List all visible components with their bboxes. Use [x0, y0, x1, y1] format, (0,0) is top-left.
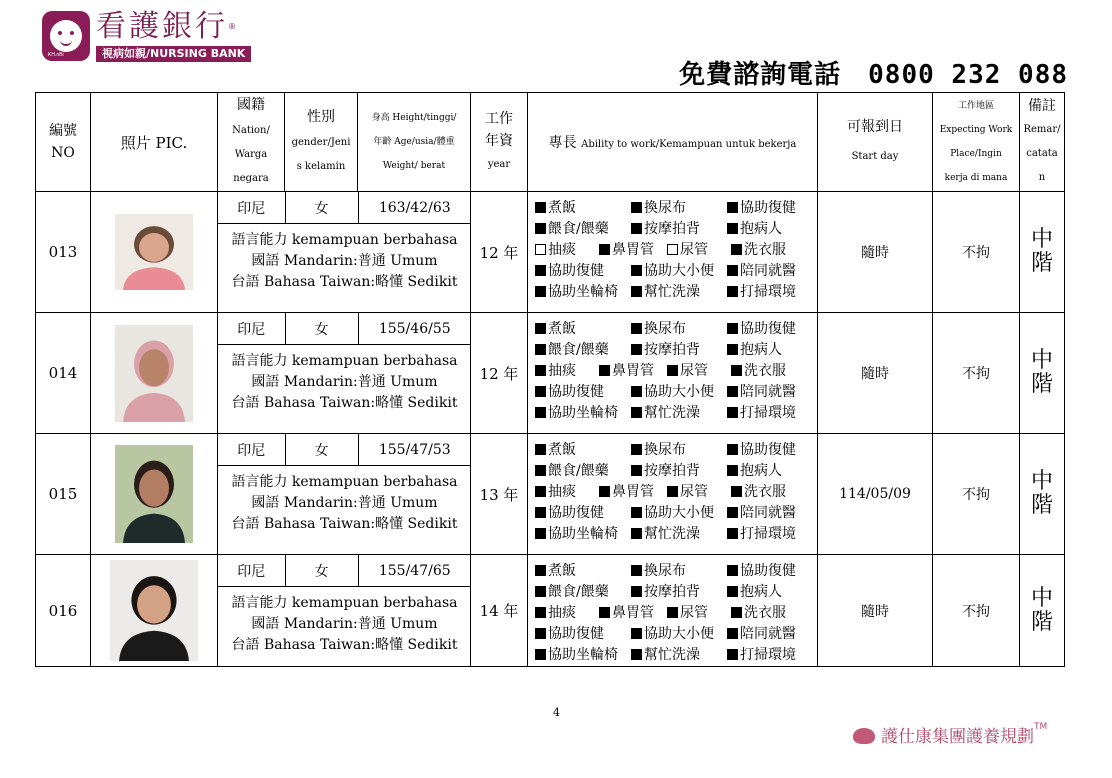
photo-cell: [91, 313, 218, 434]
gender: 女: [285, 555, 358, 587]
skill-item: 協助大小便: [631, 503, 727, 524]
checked-box-icon: [535, 386, 546, 397]
skill-item: 鼻胃管: [599, 361, 667, 382]
header-no: 編號 NO: [36, 93, 91, 192]
skill-item: 按摩拍背: [631, 219, 727, 240]
checked-box-icon: [631, 286, 642, 297]
checked-box-icon: [631, 586, 642, 597]
unchecked-box-icon: [535, 244, 546, 255]
skill-item: 幫忙洗澡: [631, 524, 727, 545]
start-day: 隨時: [818, 192, 933, 313]
checked-box-icon: [535, 202, 546, 213]
checked-box-icon: [599, 244, 610, 255]
checked-box-icon: [667, 486, 678, 497]
skill-item: 洗衣服: [731, 482, 811, 503]
checked-box-icon: [535, 465, 546, 476]
checked-box-icon: [727, 286, 738, 297]
gender: 女: [285, 434, 358, 466]
skill-item: 抱病人: [727, 582, 817, 603]
caregiver-photo: [115, 325, 193, 422]
info-cell: [218, 434, 471, 555]
info-cell: [218, 192, 471, 313]
work-place: 不拘: [933, 434, 1020, 555]
work-years: 14 年: [471, 555, 528, 667]
header-year: 工作 年資 year: [471, 93, 528, 192]
language-ability: 語言能力 kemampuan berbahasa 國語 Mandarin:普通 Umum 台語 Bahasa Taiwan:略懂 Sedikit: [231, 353, 458, 411]
header-nation: 國籍 Nation/ Warga negara: [218, 93, 285, 192]
checked-box-icon: [727, 528, 738, 539]
photo-cell: [91, 434, 218, 555]
header-note: 備註 Remar/ catata n: [1020, 93, 1065, 192]
height-age-weight: 155/46/55: [358, 313, 471, 345]
header-gender: 性別 gender/Jeni s kelamin: [285, 93, 358, 192]
table-row: [36, 555, 1065, 667]
skill-item: 尿管: [667, 603, 731, 624]
skill-item: 尿管: [667, 240, 731, 261]
footer-brand: 護仕康集團護養規劃™: [853, 722, 1047, 747]
checked-box-icon: [727, 649, 738, 660]
skill-item: 幫忙洗澡: [631, 403, 727, 424]
skill-item: 煮飯: [535, 561, 631, 582]
checked-box-icon: [727, 444, 738, 455]
nationality: 印尼: [218, 192, 285, 224]
checked-box-icon: [535, 286, 546, 297]
header-height-weight: 身高 Height/tinggi/ 年齡 Age/usia/體重 Weight/ berat: [358, 93, 471, 192]
checked-box-icon: [535, 265, 546, 276]
language-ability: 語言能力 kemampuan berbahasa 國語 Mandarin:普通 Umum 台語 Bahasa Taiwan:略懂 Sedikit: [231, 474, 458, 532]
skill-item: 按摩拍背: [631, 582, 727, 603]
header-start: 可報到日 Start day: [818, 93, 933, 192]
checked-box-icon: [727, 586, 738, 597]
checked-box-icon: [631, 628, 642, 639]
skill-item: 協助復健: [727, 440, 817, 461]
skill-item: 抽痰: [535, 361, 599, 382]
skill-item: 煮飯: [535, 319, 631, 340]
checked-box-icon: [535, 444, 546, 455]
skill-item: 協助復健: [727, 319, 817, 340]
skills-list: [528, 555, 818, 667]
skill-item: 協助大小便: [631, 382, 727, 403]
skill-item: 抱病人: [727, 219, 817, 240]
checked-box-icon: [535, 344, 546, 355]
skill-item: 抽痰: [535, 240, 599, 261]
checked-box-icon: [727, 265, 738, 276]
row-number: 014: [36, 313, 91, 434]
checked-box-icon: [667, 365, 678, 376]
checked-box-icon: [535, 323, 546, 334]
work-place: 不拘: [933, 555, 1020, 667]
height-age-weight: 155/47/53: [358, 434, 471, 466]
logo-face-icon: KH.nBi: [42, 11, 90, 61]
skill-item: 換尿布: [631, 319, 727, 340]
start-day: 隨時: [818, 555, 933, 667]
remark: 中 階: [1020, 192, 1065, 313]
skill-item: 抽痰: [535, 603, 599, 624]
checked-box-icon: [535, 607, 546, 618]
row-number: 016: [36, 555, 91, 667]
logo-title: 看護銀行®: [96, 9, 236, 44]
skill-item: 煮飯: [535, 198, 631, 219]
logo-tagline: 視病如親/NURSING BANK: [96, 46, 251, 62]
checked-box-icon: [727, 628, 738, 639]
gender: 女: [285, 313, 358, 345]
skill-item: 協助坐輪椅: [535, 645, 631, 666]
skill-item: 打掃環境: [727, 282, 817, 303]
remark: 中 階: [1020, 555, 1065, 667]
work-years: 12 年: [471, 313, 528, 434]
skill-item: 尿管: [667, 482, 731, 503]
hotline: 免費諮詢電話 0800 232 088: [679, 60, 1068, 90]
unchecked-box-icon: [667, 244, 678, 255]
checked-box-icon: [631, 507, 642, 518]
work-years: 13 年: [471, 434, 528, 555]
checked-box-icon: [727, 386, 738, 397]
skill-item: 陪同就醫: [727, 624, 817, 645]
brand-mark-icon: [853, 728, 875, 744]
checked-box-icon: [731, 244, 742, 255]
gender: 女: [285, 192, 358, 224]
checked-box-icon: [631, 323, 642, 334]
skill-item: 協助坐輪椅: [535, 403, 631, 424]
checked-box-icon: [599, 486, 610, 497]
checked-box-icon: [727, 507, 738, 518]
skill-item: 鼻胃管: [599, 603, 667, 624]
checked-box-icon: [631, 649, 642, 660]
nationality: 印尼: [218, 434, 285, 466]
header-pic: 照片 PIC.: [91, 93, 218, 192]
header-skill: 專長 Ability to work/Kemampuan untuk bekerja: [528, 93, 818, 192]
height-age-weight: 155/47/65: [358, 555, 471, 587]
skill-item: 洗衣服: [731, 361, 811, 382]
skill-item: 鼻胃管: [599, 240, 667, 261]
skill-item: 陪同就醫: [727, 261, 817, 282]
photo-cell: [91, 555, 218, 667]
skill-item: 洗衣服: [731, 240, 811, 261]
checked-box-icon: [631, 223, 642, 234]
skill-item: 換尿布: [631, 440, 727, 461]
checked-box-icon: [631, 265, 642, 276]
checked-box-icon: [599, 607, 610, 618]
work-place: 不拘: [933, 192, 1020, 313]
skill-item: 餵食/餵藥: [535, 582, 631, 603]
checked-box-icon: [727, 202, 738, 213]
remark: 中 階: [1020, 434, 1065, 555]
table-row: [36, 192, 1065, 313]
skill-item: 協助復健: [727, 198, 817, 219]
skill-item: 協助復健: [535, 503, 631, 524]
checked-box-icon: [727, 323, 738, 334]
work-place: 不拘: [933, 313, 1020, 434]
checked-box-icon: [631, 386, 642, 397]
checked-box-icon: [535, 628, 546, 639]
checked-box-icon: [631, 528, 642, 539]
checked-box-icon: [535, 507, 546, 518]
checked-box-icon: [731, 365, 742, 376]
start-day: 114/05/09: [818, 434, 933, 555]
info-cell: [218, 313, 471, 434]
skill-item: 換尿布: [631, 198, 727, 219]
skill-item: 尿管: [667, 361, 731, 382]
checked-box-icon: [535, 649, 546, 660]
skill-item: 幫忙洗澡: [631, 645, 727, 666]
checked-box-icon: [727, 565, 738, 576]
caregiver-photo: [115, 214, 193, 290]
checked-box-icon: [631, 565, 642, 576]
caregiver-table: [35, 92, 1065, 667]
skill-item: 協助復健: [535, 624, 631, 645]
checked-box-icon: [727, 407, 738, 418]
skill-item: 按摩拍背: [631, 340, 727, 361]
info-cell: [218, 555, 471, 667]
skill-item: 幫忙洗澡: [631, 282, 727, 303]
skill-item: 協助復健: [535, 261, 631, 282]
checked-box-icon: [631, 407, 642, 418]
checked-box-icon: [535, 565, 546, 576]
skills-list: [528, 313, 818, 434]
checked-box-icon: [631, 444, 642, 455]
checked-box-icon: [631, 465, 642, 476]
checked-box-icon: [727, 344, 738, 355]
brand-logo: [42, 11, 252, 65]
checked-box-icon: [535, 365, 546, 376]
skill-item: 煮飯: [535, 440, 631, 461]
skill-item: 協助復健: [535, 382, 631, 403]
skill-item: 打掃環境: [727, 524, 817, 545]
skills-list: [528, 192, 818, 313]
skill-item: 抽痰: [535, 482, 599, 503]
skill-item: 協助復健: [727, 561, 817, 582]
photo-cell: [91, 192, 218, 313]
start-day: 隨時: [818, 313, 933, 434]
language-ability: 語言能力 kemampuan berbahasa 國語 Mandarin:普通 Umum 台語 Bahasa Taiwan:略懂 Sedikit: [231, 232, 458, 290]
table-row: [36, 313, 1065, 434]
skill-item: 餵食/餵藥: [535, 340, 631, 361]
checked-box-icon: [535, 586, 546, 597]
remark: 中 階: [1020, 313, 1065, 434]
skill-item: 按摩拍背: [631, 461, 727, 482]
skill-item: 陪同就醫: [727, 382, 817, 403]
skill-item: 抱病人: [727, 340, 817, 361]
nationality: 印尼: [218, 313, 285, 345]
skill-item: 鼻胃管: [599, 482, 667, 503]
skill-item: 協助大小便: [631, 261, 727, 282]
work-years: 12 年: [471, 192, 528, 313]
checked-box-icon: [631, 344, 642, 355]
checked-box-icon: [731, 486, 742, 497]
skill-item: 抱病人: [727, 461, 817, 482]
skill-item: 餵食/餵藥: [535, 461, 631, 482]
skill-item: 打掃環境: [727, 403, 817, 424]
checked-box-icon: [731, 607, 742, 618]
caregiver-photo: [110, 560, 198, 661]
skill-item: 換尿布: [631, 561, 727, 582]
skill-item: 協助坐輪椅: [535, 524, 631, 545]
checked-box-icon: [727, 223, 738, 234]
skill-item: 洗衣服: [731, 603, 811, 624]
skill-item: 餵食/餵藥: [535, 219, 631, 240]
height-age-weight: 163/42/63: [358, 192, 471, 224]
checked-box-icon: [599, 365, 610, 376]
checked-box-icon: [667, 607, 678, 618]
language-ability: 語言能力 kemampuan berbahasa 國語 Mandarin:普通 Umum 台語 Bahasa Taiwan:略懂 Sedikit: [231, 595, 458, 653]
checked-box-icon: [535, 486, 546, 497]
caregiver-photo: [115, 445, 193, 543]
nationality: 印尼: [218, 555, 285, 587]
skill-item: 打掃環境: [727, 645, 817, 666]
checked-box-icon: [535, 528, 546, 539]
checked-box-icon: [727, 465, 738, 476]
row-number: 015: [36, 434, 91, 555]
page-number: 4: [553, 706, 560, 719]
skill-item: 陪同就醫: [727, 503, 817, 524]
row-number: 013: [36, 192, 91, 313]
checked-box-icon: [631, 202, 642, 213]
skills-list: [528, 434, 818, 555]
skill-item: 協助大小便: [631, 624, 727, 645]
header-place: 工作地區 Expecting Work Place/Ingin kerja di mana: [933, 93, 1020, 192]
checked-box-icon: [535, 407, 546, 418]
checked-box-icon: [535, 223, 546, 234]
table-row: [36, 434, 1065, 555]
skill-item: 協助坐輪椅: [535, 282, 631, 303]
